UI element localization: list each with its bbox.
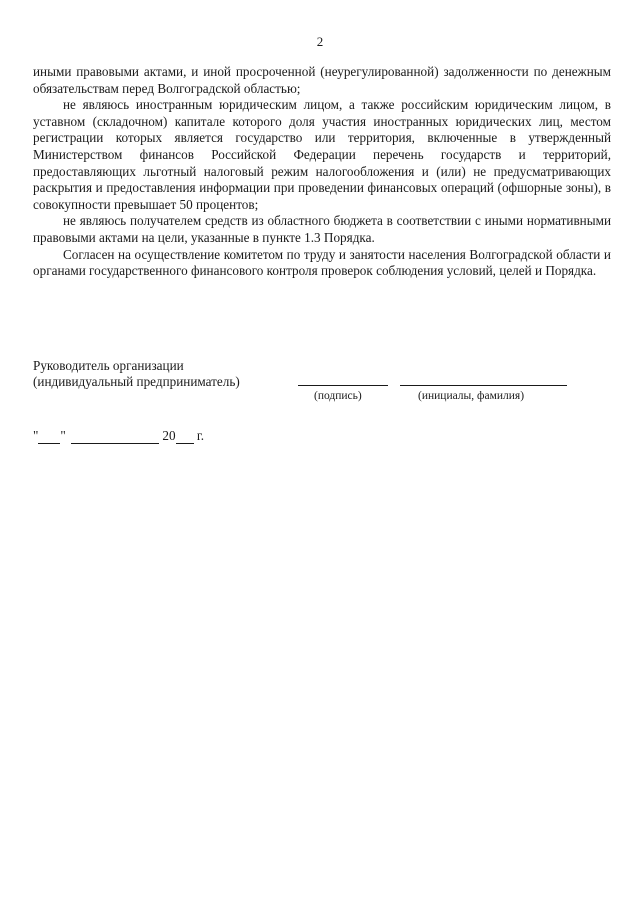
signatory-label-line1: Руководитель организации	[33, 358, 184, 373]
page-number: 2	[316, 34, 324, 49]
signatory-label	[33, 358, 240, 390]
signature-caption: (подпись)	[314, 390, 362, 402]
date-row	[33, 428, 204, 448]
signature-block	[33, 358, 611, 408]
paragraph-consent-inspection: Согласен на осуществление комитетом по труду и занятости населения Волгоградской области и органами государственного финансового контроля проверок соблюдения условий, целей и Порядка.	[33, 246, 611, 279]
month-blank	[71, 429, 159, 444]
paragraph-not-budget-recipient: не являюсь получателем средств из областного бюджета в соответствии с иными нормативными правовыми актами на цели, указанные в пункте 1.3 Порядка.	[33, 213, 611, 245]
year-prefix: 20	[162, 428, 176, 443]
signature-line	[298, 385, 388, 386]
signatory-label-line2: (индивидуальный предприниматель)	[33, 374, 240, 389]
year-blank	[176, 429, 194, 444]
paragraph-not-foreign-entity: не являюсь иностранным юридическим лицом, а также российским юридическим лицом, в уставном (складочном) капитале которого доля участия иностранных юридических лиц, местом регистрации которых является государство или территория, включенные в утвержденный Министерством финансов Российской Федерации перечень государств и территорий, предоставляющих льготный налоговый режим налогообложения и (или) не предусматривающих раскрытия и предоставления информации при проведении финансовых операций (офшорные зоны), в совокупности превышает 50 процентов;	[33, 97, 611, 212]
paragraph-debt-continuation: иными правовыми актами, и иной просроченной (неурегулированной) задолженности по денежным обязательствам перед Волгоградской областью;	[33, 64, 611, 96]
name-caption: (инициалы, фамилия)	[418, 390, 525, 402]
date-open-quote: "	[33, 428, 39, 443]
name-line	[400, 385, 567, 386]
date-close-quote: "	[60, 428, 66, 443]
document-body	[33, 64, 611, 280]
year-suffix: г.	[196, 428, 205, 443]
day-blank	[38, 429, 60, 444]
